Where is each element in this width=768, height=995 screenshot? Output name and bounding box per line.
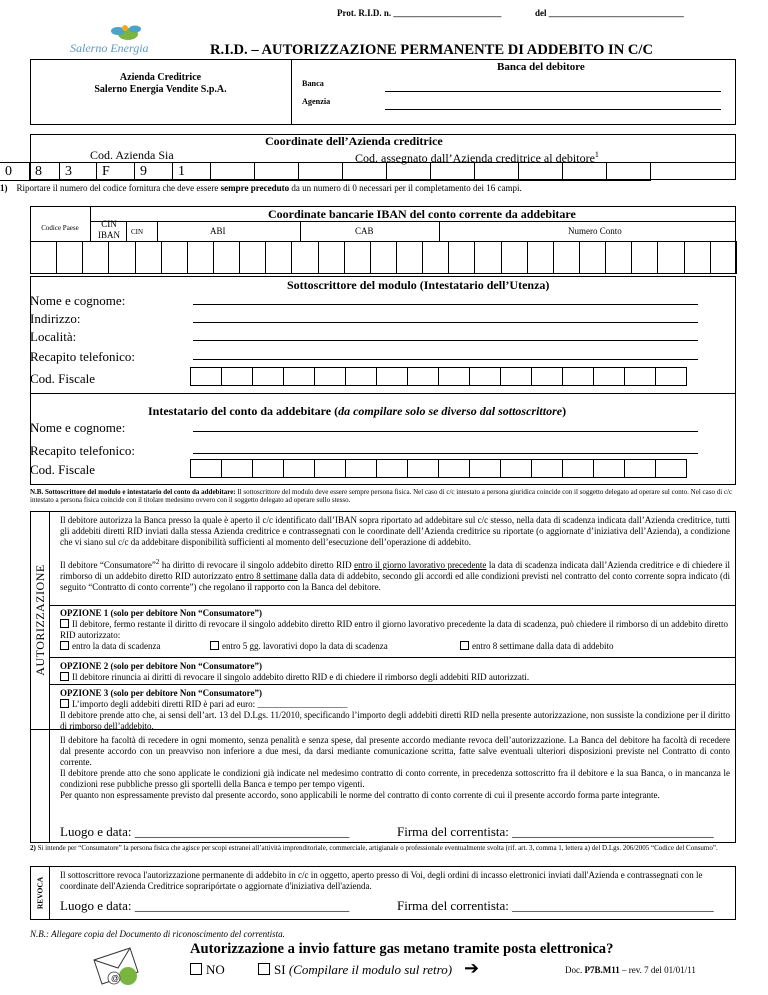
revoca-side-label: REVOCA xyxy=(35,876,45,910)
autorizzazione-side-label: AUTORIZZAZIONE xyxy=(33,564,47,676)
debtor-code-cell[interactable] xyxy=(386,162,431,181)
autorizzazione-para2: Il debitore “Consumatore”$^2$ ha diritto di revocare il singolo addebito diretto RID entro il giorno lavorativo precedente la data di scadenza indicata dall’Azienda creditrice e di chiedere il rimborso di un addebito diretto RID autorizzato entro 8 settimane dalla data di addebito, secondo gli accordi ed alle condizioni previsti nel contratto del conto corrente sopra indicato (di seguito “Contratto di conto corrente”) che regolano il rapporto con la Banca del debitore. xyxy=(60,558,731,592)
sia-code-cell: 8 xyxy=(29,162,60,181)
iban-cell[interactable] xyxy=(631,241,658,274)
codice-fiscale-cell[interactable] xyxy=(531,459,563,478)
intestatario-telefono-field[interactable] xyxy=(193,453,698,454)
codice-fiscale-cell[interactable] xyxy=(469,367,501,386)
opzione-1: OPZIONE 1 (solo per debitore Non “Consumatore”) Il debitore, fermo restante il diritto di revocare il singolo addebito diretto RID entro il giorno lavorativo precedente la data di scadenza, può chiedere il rimborso di un addebito diretto RID autorizzato: entro la data di scadenza entro 5 gg. lavorativi dopo la data di scadenza entro 8 settimane dalla data di addebito xyxy=(60,608,729,651)
codice-fiscale-cell[interactable] xyxy=(283,367,315,386)
iban-cell[interactable] xyxy=(161,241,188,274)
indirizzo-label: Indirizzo: xyxy=(30,311,81,326)
iban-cell[interactable] xyxy=(108,241,135,274)
iban-cell[interactable] xyxy=(370,241,397,274)
codice-fiscale-cell[interactable] xyxy=(345,459,377,478)
codice-fiscale-cell[interactable] xyxy=(562,459,594,478)
svg-text:@: @ xyxy=(111,974,120,983)
logo xyxy=(70,22,180,60)
creditor-name: Azienda Creditrice Salerno Energia Vendite S.p.A. xyxy=(94,72,227,95)
autorizzazione-para1: Il debitore autorizza la Banca presso la quale è aperto il c/c identificato dall’IBAN sopra riportato ad addebitare sul c/c stesso, nella data di scadenza indicata dall’Azienda creditrice, tutti gli addebiti diretti RID inviati dalla stessa Azienda creditrice e contrassegnati con le coordinate dell’Azienda creditrice su riportate (o aggiornate d’iniziativa dell’Azienda), a condizione che vi siano sul c/c da addebitare disponibilità sufficienti al momento dell’esecuzione dell’operazione di addebito. xyxy=(60,515,730,547)
del-label: del ______________________________ xyxy=(535,8,684,18)
opt1-scadenza-checkbox[interactable] xyxy=(60,641,69,650)
iban-cell[interactable] xyxy=(710,241,737,274)
codice-fiscale-cell[interactable] xyxy=(190,459,222,478)
footnote-2: 2) Si intende per “Consumatore” la persona fisica che agisce per scopi estranei all’attività imprenditoriale, commerciale, artigianale o professionale eventualmente svolta (rif. art. 3, comma 1, lettera a) del D.Lgs. 206/2005 “Codice del Consumo”. xyxy=(30,844,718,852)
prot-label: Prot. R.I.D. n. ________________________ xyxy=(337,8,502,18)
agenzia-label: Agenzia xyxy=(302,97,331,106)
opzione-3-checkbox[interactable] xyxy=(60,699,69,708)
option-no[interactable]: NO xyxy=(190,962,225,978)
codice-fiscale-cell[interactable] xyxy=(562,367,594,386)
debtor-code-cell[interactable] xyxy=(342,162,387,181)
recesso-text: Il debitore ha facoltà di recedere in ogni momento, senza penalità e senza spese, dal presente accordo mediante revoca dell’autorizzazione. La Banca del debitore ha facoltà di recedere dal presente accordo con un preavviso non inferiore a due mesi, da darsi mediante comunicazione scritta, fatte salve eventuali ulteriori disposizioni previste nel Contratto di conto corrente. Il debitore prende atto che sono applicate le condizioni già indicate nel medesimo contratto di conto corrente, in precedenza sottoscritto fra il debitore e la sua Banca, o in mancanza le condizioni rese pubbliche presso gli sportelli della Banca e tempo per tempo vigenti. Per quanto non espressamente previsto dal presente accordo, sono applicabili le norme del contratto di conto corrente di cui il presente accordo forma parte integrante. xyxy=(60,735,730,800)
codice-fiscale-cell[interactable] xyxy=(593,367,625,386)
codice-fiscale-cell[interactable] xyxy=(376,459,408,478)
email-envelope-icon xyxy=(90,942,150,990)
codice-fiscale-cell[interactable] xyxy=(407,367,439,386)
no-checkbox[interactable] xyxy=(190,963,202,975)
col-cin: CIN xyxy=(131,228,144,236)
codice-fiscale-cell[interactable] xyxy=(283,459,315,478)
localita-label: Località: xyxy=(30,329,77,344)
footer-nb: N.B.: Allegare copia del Documento di riconoscimento del correntista. xyxy=(30,929,285,939)
col-cab: CAB xyxy=(355,226,374,236)
intestatario-cf-label: Cod. Fiscale xyxy=(30,462,95,477)
sia-code-cell: 9 xyxy=(134,162,173,181)
iban-cell[interactable] xyxy=(527,241,554,274)
iban-cell[interactable] xyxy=(135,241,162,274)
iban-cell[interactable] xyxy=(82,241,109,274)
iban-cell[interactable] xyxy=(30,241,57,274)
banca-field[interactable] xyxy=(385,91,721,92)
iban-cell[interactable] xyxy=(318,241,345,274)
sia-code-cell: 1 xyxy=(172,162,211,181)
codice-fiscale-cell[interactable] xyxy=(438,367,470,386)
sia-code-cell: 0 xyxy=(0,162,30,181)
nb-note: N.B. Sottoscrittore del modulo e intestatario del conto da addebitare: Il sottoscrittore del modulo deve essere sempre persona fisica. Nel caso di c/c intestato a persona giuridica coincide con il soggetto delegato ad operare sul conto. Nel caso di c/c intestato a persona fisica coincide con il titolare medesimo ovvero con il soggetto delegato ad operare sullo stesso. xyxy=(30,488,733,504)
debtor-code-cell[interactable] xyxy=(474,162,519,181)
sia-code-cell: F xyxy=(96,162,135,181)
codice-fiscale-cell[interactable] xyxy=(314,459,346,478)
assigned-code-label: Cod. assegnato dall’Azienda creditrice al debitore$^1$ xyxy=(355,150,599,165)
debtor-code-cell[interactable] xyxy=(210,162,255,181)
revoca-text: Il sottoscrittore revoca l'autorizzazione permanente di addebito in c/c in oggetto, aperto presso di Voi, degli ordini di incasso elettronici inviati dall'Azienda e contrassegnati con le coordinate dell'Azienda Creditrice sopraripórtate o aggiornate d'iniziativa dell'azienda. xyxy=(60,870,703,891)
si-checkbox[interactable] xyxy=(258,963,270,975)
coordinates-title: Coordinate dell’Azienda creditrice xyxy=(265,134,443,148)
revoca-luogo-data[interactable]: Luogo e data: _________________________________ xyxy=(60,898,350,913)
footnote-1: 1) Riportare il numero del codice fornitura che deve essere sempre preceduto da un numero di 0 necessari per il completamento dei 16 campi. xyxy=(0,183,522,193)
localita-field[interactable] xyxy=(193,340,698,341)
codice-fiscale-cell[interactable] xyxy=(252,459,284,478)
debtor-code-cell[interactable] xyxy=(298,162,343,181)
iban-cell[interactable] xyxy=(291,241,318,274)
iban-cell[interactable] xyxy=(579,241,606,274)
debtor-code-cell[interactable] xyxy=(562,162,607,181)
telefono-label: Recapito telefonico: xyxy=(30,349,136,364)
banca-label: Banca xyxy=(302,79,324,88)
iban-cell[interactable] xyxy=(605,241,632,274)
email-question: Autorizzazione a invio fatture gas metano tramite posta elettronica? xyxy=(190,941,614,957)
codice-fiscale-cell[interactable] xyxy=(593,459,625,478)
opt1-5gg-checkbox[interactable] xyxy=(210,641,219,650)
intestatario-nome-label: Nome e cognome: xyxy=(30,420,126,435)
codice-fiscale-cell[interactable] xyxy=(469,459,501,478)
debtor-code-cell[interactable] xyxy=(430,162,475,181)
iban-cell[interactable] xyxy=(56,241,83,274)
col-numero-conto: Numero Conto xyxy=(568,226,622,236)
codice-fiscale-cell[interactable] xyxy=(221,459,253,478)
opzione-2: OPZIONE 2 (solo per debitore Non “Consumatore”) Il debitore rinuncia ai diritti di revocare il singolo addebito diretto RID e di chiedere il rimborso degli addebiti RID autorizzati. xyxy=(60,661,530,682)
codice-fiscale-cell[interactable] xyxy=(407,459,439,478)
opzione-1-checkbox[interactable] xyxy=(60,619,69,628)
sia-code-cell: 3 xyxy=(59,162,97,181)
iban-cell[interactable] xyxy=(422,241,449,274)
sottoscrittore-title: Sottoscrittore del modulo (Intestatario dell’Utenza) xyxy=(287,278,550,292)
nome-label: Nome e cognome: xyxy=(30,293,126,308)
iban-cell[interactable] xyxy=(396,241,423,274)
revoca-firma[interactable]: Firma del correntista: _______________________________ xyxy=(397,898,714,913)
codice-fiscale-cell[interactable] xyxy=(655,367,687,386)
iban-cell[interactable] xyxy=(213,241,240,274)
codice-fiscale-cell[interactable] xyxy=(252,367,284,386)
col-codice-paese: Codice Paese xyxy=(41,224,79,232)
banca-debitore-label: Banca del debitore xyxy=(497,61,585,73)
codice-fiscale-cell[interactable] xyxy=(500,367,532,386)
col-abi: ABI xyxy=(210,226,226,236)
iban-cell[interactable] xyxy=(684,241,711,274)
intestatario-nome-field[interactable] xyxy=(193,431,698,432)
iban-cell[interactable] xyxy=(474,241,501,274)
debtor-code-cell[interactable] xyxy=(518,162,563,181)
debtor-code-cell[interactable] xyxy=(606,162,651,181)
iban-title: Coordinate bancarie IBAN del conto corrente da addebitare xyxy=(268,207,576,221)
codice-fiscale-cell[interactable] xyxy=(438,459,470,478)
intestatario-telefono-label: Recapito telefonico: xyxy=(30,443,136,458)
iban-cell[interactable] xyxy=(344,241,371,274)
codice-fiscale-cell[interactable] xyxy=(624,367,656,386)
intestatario-title: Intestatario del conto da addebitare (da compilare solo se diverso dal sottoscrittore) xyxy=(148,404,567,418)
iban-cell[interactable] xyxy=(187,241,214,274)
sia-label: Cod. Azienda Sia xyxy=(90,148,174,162)
debtor-code-cell[interactable] xyxy=(254,162,299,181)
codice-fiscale-cell[interactable] xyxy=(531,367,563,386)
codice-fiscale-cell[interactable] xyxy=(314,367,346,386)
iban-cell[interactable] xyxy=(501,241,528,274)
codice-fiscale-cell[interactable] xyxy=(376,367,408,386)
opt1-8sett-checkbox[interactable] xyxy=(460,641,469,650)
arrow-right-icon: ➔ xyxy=(464,958,480,978)
opzione-2-checkbox[interactable] xyxy=(60,672,69,681)
opzione-3: OPZIONE 3 (solo per debitore Non “Consumatore”) L’importo degli addebiti diretti RID è pari ad euro: ____________________ Il debitore prende atto che, ai sensi dell’art. 13 del D.Lgs. 11/2010, specificando l’importo degli addebiti diretti RID nella presente autorizzazione, non sussiste la condizione per il diritto di rimborso dell’addebito. xyxy=(60,688,730,731)
iban-cell[interactable] xyxy=(553,241,580,274)
page-title: R.I.D. – AUTORIZZAZIONE PERMANENTE DI ADDEBITO IN C/C xyxy=(210,42,654,58)
agenzia-field[interactable] xyxy=(385,109,721,110)
codice-fiscale-cell[interactable] xyxy=(190,367,222,386)
col-cin-iban: CIN IBAN xyxy=(98,219,120,240)
autorizzazione-luogo-data[interactable]: Luogo e data: _________________________________ xyxy=(60,824,350,839)
telefono-field[interactable] xyxy=(193,359,698,360)
autorizzazione-firma[interactable]: Firma del correntista: _______________________________ xyxy=(397,824,714,839)
codice-fiscale-cell[interactable] xyxy=(500,459,532,478)
codice-fiscale-cell[interactable] xyxy=(221,367,253,386)
nome-field[interactable] xyxy=(193,304,698,305)
iban-cell[interactable] xyxy=(657,241,684,274)
iban-cell[interactable] xyxy=(265,241,292,274)
codice-fiscale-cell[interactable] xyxy=(655,459,687,478)
codice-fiscale-cell[interactable] xyxy=(345,367,377,386)
iban-cell[interactable] xyxy=(239,241,266,274)
svg-text:Salerno Energia: Salerno Energia xyxy=(70,41,149,55)
codice-fiscale-cell[interactable] xyxy=(624,459,656,478)
option-si[interactable]: SI (Compilare il modulo sul retro) xyxy=(258,962,452,978)
indirizzo-field[interactable] xyxy=(193,322,698,323)
iban-cell[interactable] xyxy=(448,241,475,274)
cf-label: Cod. Fiscale xyxy=(30,371,95,386)
doc-reference: Doc. P7B.M11 – rev. 7 del 01/01/11 xyxy=(565,965,696,975)
